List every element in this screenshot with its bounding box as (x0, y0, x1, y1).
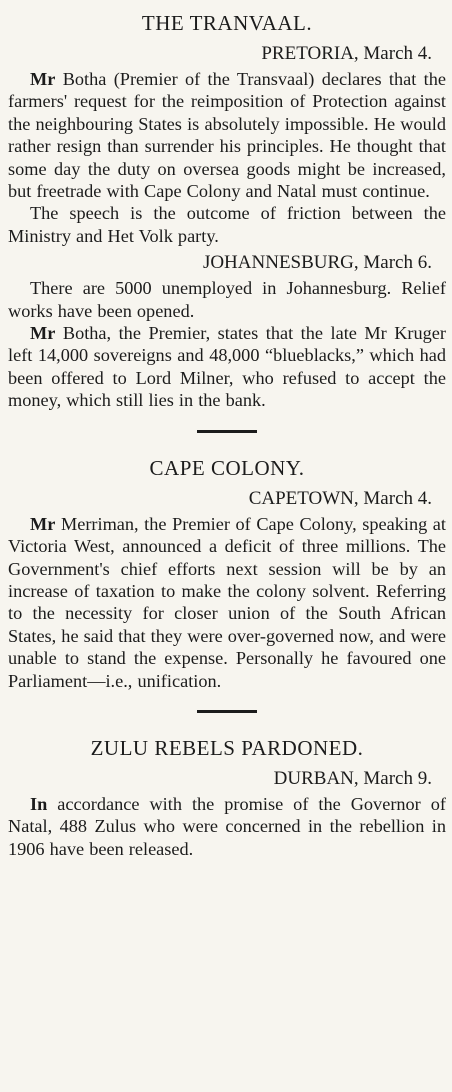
dateline: CAPETOWN, March 4. (248, 487, 432, 509)
dateline: DURBAN, March 9. (273, 767, 432, 789)
paragraph-text: Merriman, the Premier of Cape Colony, speaking at Victoria West, announced a deficit of three millions. The Government's chief efforts next session will be by an increase of taxation to make the colony solvent. Referring to the necessity for closer union of the South African States, he said that they were over-governed now, and were unable to stand the expense. Personally he favoured one Parliament—i.e., unification. (8, 513, 446, 691)
article-paragraph (8, 322, 446, 412)
paragraph-text: Botha (Premier of the Transvaal) declares that the farmers' request for the reimposition of Protection against the neighbouring States is absolutely impossible. He would rather resign than surrender his principles. He thought that some day the duty on oversea goods might be increased, but freetrade with Cape Colony and Natal must continue. (8, 69, 446, 202)
section-cape-colony (8, 455, 446, 692)
article-paragraph (8, 68, 446, 202)
paragraph-text: accordance with the promise of the Governor of Natal, 488 Zulus who were concerned in the rebellion in 1906 have been released. (8, 793, 446, 859)
article-paragraph (8, 793, 446, 860)
section-divider (197, 430, 257, 433)
section-heading: ZULU REBELS PARDONED. (90, 735, 364, 760)
paragraph-text: The speech is the outcome of friction between the Ministry and Het Volk party. (8, 203, 446, 246)
section-zulu-rebels (8, 735, 446, 860)
lead-word: Mr (30, 323, 56, 344)
section-transvaal (8, 10, 446, 412)
article-paragraph (8, 513, 446, 692)
section-heading: CAPE COLONY. (149, 455, 305, 480)
lead-word: Mr (30, 513, 56, 534)
paragraph-text: There are 5000 unemployed in Johannesburg. Relief works have been opened. (8, 278, 446, 321)
section-divider (197, 710, 257, 713)
article-paragraph (8, 202, 446, 247)
section-heading: THE TRANVAAL. (141, 11, 313, 35)
article-paragraph (8, 277, 446, 322)
dateline: JOHANNESBURG, March 6. (202, 252, 432, 274)
dateline: PRETORIA, March 4. (261, 43, 432, 64)
lead-word: Mr (30, 69, 56, 89)
paragraph-text: Botha, the Premier, states that the late Mr Kruger left 14,000 sovereigns and 48,000 “blueblacks,” which had been offered to Lord Milner, who refused to accept the money, which still lies in the bank. (8, 323, 446, 411)
lead-word: In (30, 793, 48, 814)
